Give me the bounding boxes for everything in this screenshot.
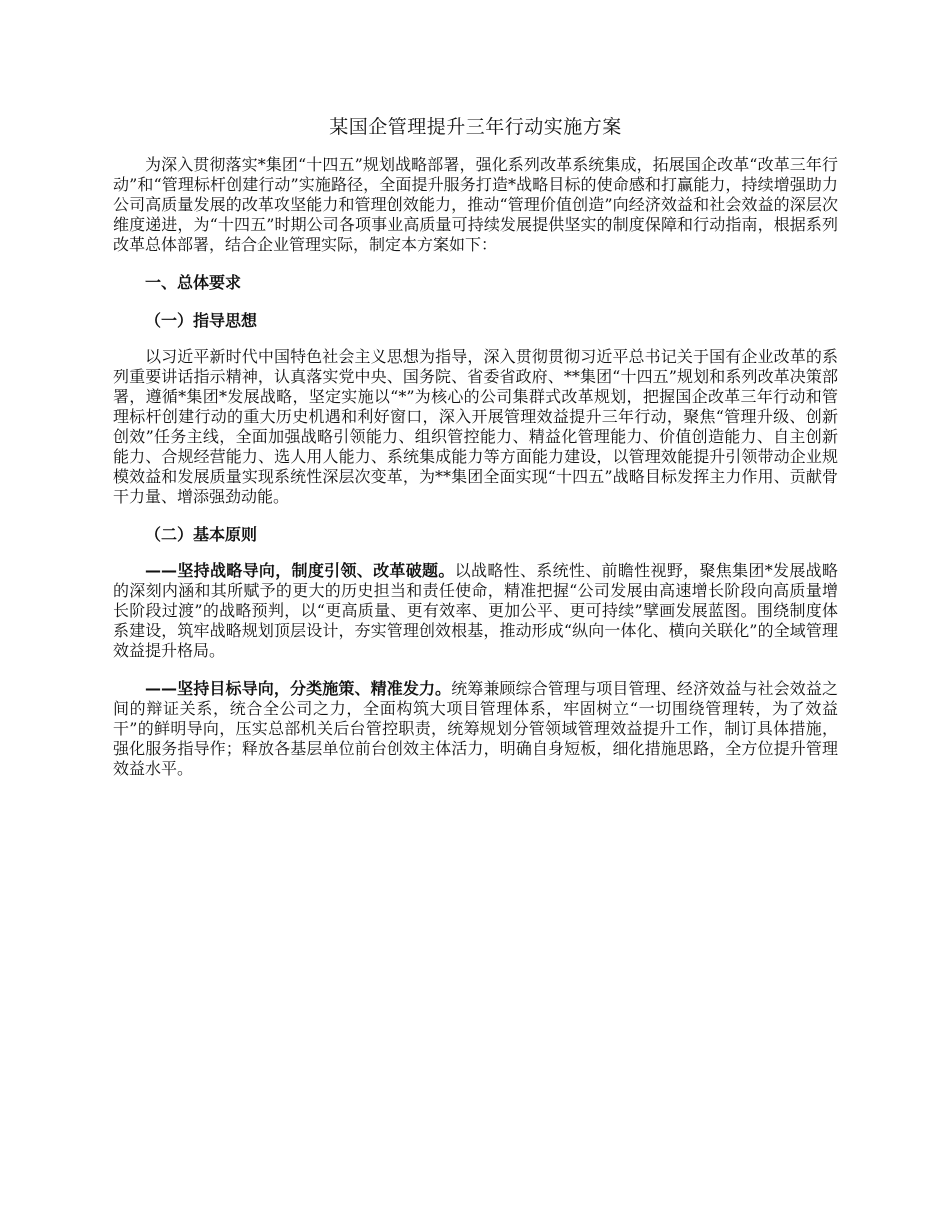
intro-paragraph: 为深入贯彻落实*集团“十四五”规划战略部署，强化系列改革系统集成，拓展国企改革“改革三年行动”和“管理标杆创建行动”实施路径，全面提升服务打造*战略目标的使命感和打赢能力，持续增强助力公司高质量发展的改革攻坚能力和管理创效能力，推动“管理价值创造”向经济效益和社会效益的深层次维度递进，为“十四五”时期公司各项事业高质量可持续发展提供坚实的制度保障和行动指南，根据系列改革总体部署，结合企业管理实际，制定本方案如下： <box>113 155 838 254</box>
subsection-heading-guiding-ideology: （一）指导思想 <box>145 311 258 330</box>
principle-text-strategy: 以战略性、系统性、前瞻性视野，聚焦集团*发展战略的深刻内涵和其所赋予的更大的历史担当和责任使命，精准把握“公司发展由高速增长阶段向高质量增长阶段过渡”的战略预判，以“更高质量、更有效率、更加公平、更可持续”擘画发展蓝图。围绕制度体系建设，筑牢战略规划顶层设计，夯实管理创效根基，推动形成“纵向一体化、横向关联化”的全域管理效益提升格局。 <box>113 561 838 660</box>
principle-paragraph-target <box>113 679 838 779</box>
document-body <box>113 112 838 779</box>
principle-paragraph-strategy <box>113 561 838 661</box>
guiding-ideology-paragraph: 以习近平新时代中国特色社会主义思想为指导，深入贯彻贯彻习近平总书记关于国有企业改革的系列重要讲话指示精神，认真落实党中央、国务院、省委省政府、**集团“十四五”规划和系列改革决策部署，遵循*集团*发展战略，坚定实施以“*”为核心的公司集群式改革规划，把握国企改革三年行动和管理标杆创建行动的重大历史机遇和利好窗口，深入开展管理效益提升三年行动，聚焦“管理升级、创新创效”任务主线，全面加强战略引领能力、组织管控能力、精益化管理能力、价值创造能力、自主创新能力、合规经营能力、选人用人能力、系统集成能力等方面能力建设，以管理效能提升引领带动企业规模效益和发展质量实现系统性深层次变革，为**集团全面实现“十四五”战略目标发挥主力作用、贡献骨干力量、增添强劲动能。 <box>113 347 838 506</box>
section-heading-general-requirements: 一、总体要求 <box>145 273 242 292</box>
principle-lead-target: ——坚持目标导向，分类施策、精准发力。 <box>145 679 452 698</box>
principle-text-target: 统筹兼顾综合管理与项目管理、经济效益与社会效益之间的辩证关系，统合全公司之力，全面构筑大项目管理体系，牢固树立“一切围绕管理转，为了效益干”的鲜明导向，压实总部机关后台管控职责，统筹规划分管领域管理效益提升工作，制订具体措施，强化服务指导作；释放各基层单位前台创效主体活力，明确自身短板，细化措施思路，全方位提升管理效益水平。 <box>113 679 838 778</box>
subsection-heading-basic-principles: （二）基本原则 <box>145 525 258 544</box>
document-title: 某国企管理提升三年行动实施方案 <box>329 116 622 138</box>
principle-lead-strategy: ——坚持战略导向，制度引领、改革破题。 <box>145 561 455 580</box>
